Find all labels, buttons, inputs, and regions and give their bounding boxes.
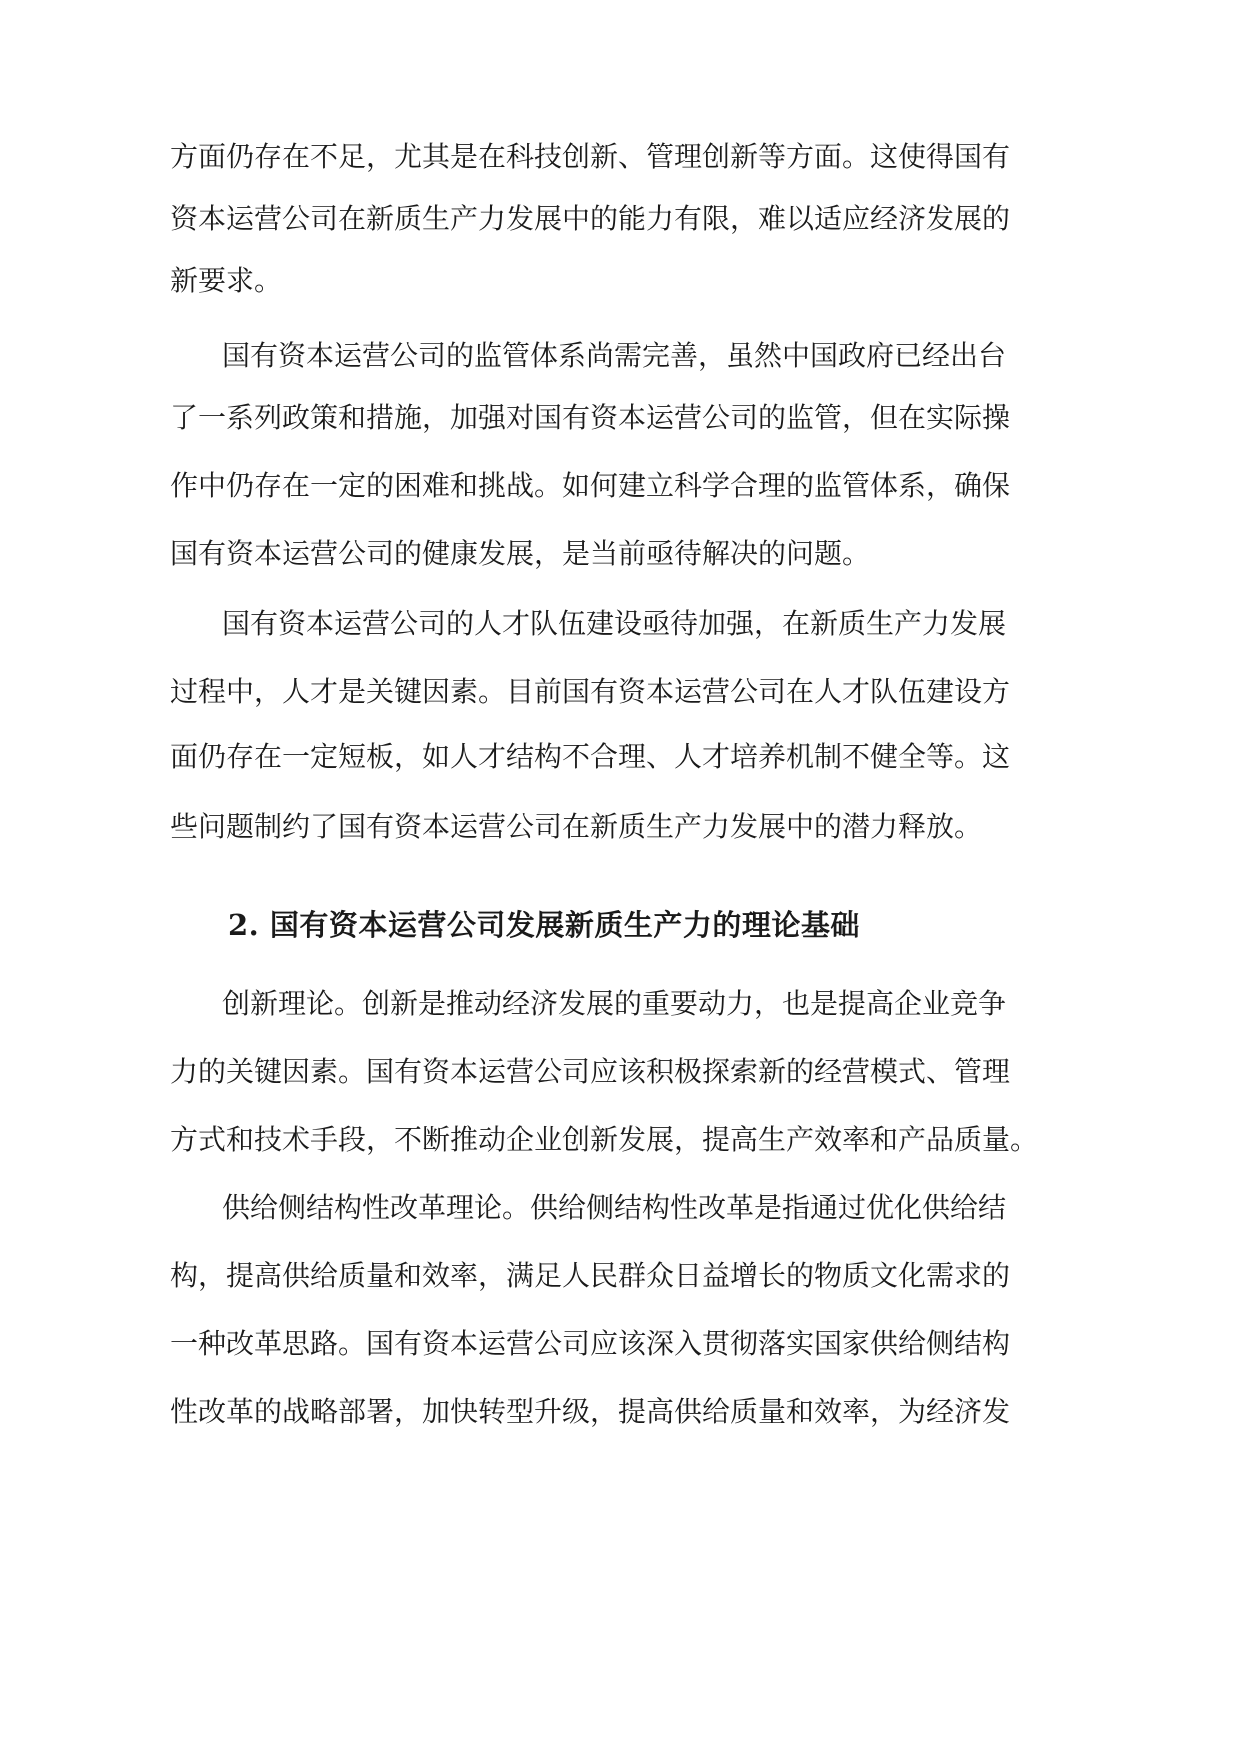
paragraph-line [0, 398, 1241, 438]
text-line: 力的关键因素。国有资本运营公司应该积极探索新的经营模式、管理 [170, 1055, 1011, 1088]
paragraph-line [0, 1256, 1241, 1296]
paragraph-line [0, 261, 1241, 301]
text-line: 作中仍存在一定的困难和挑战。如何建立科学合理的监管体系，确保 [170, 469, 1011, 502]
paragraph-line [0, 199, 1241, 239]
paragraph-line [0, 1120, 1241, 1160]
paragraph-line [0, 672, 1241, 712]
text-line: 一种改革思路。国有资本运营公司应该深入贯彻落实国家供给侧结构 [170, 1327, 1011, 1360]
paragraph-line [0, 737, 1241, 777]
text-line: 面仍存在一定短板，如人才结构不合理、人才培养机制不健全等。这 [170, 740, 1011, 773]
section-heading [0, 905, 1241, 945]
text-line: 构，提高供给质量和效率，满足人民群众日益增长的物质文化需求的 [170, 1259, 1011, 1292]
paragraph-line [0, 466, 1241, 506]
paragraph-line [0, 1052, 1241, 1092]
text-line: 国有资本运营公司的监管体系尚需完善，虽然中国政府已经出台 [222, 339, 1007, 372]
paragraph-line [0, 1188, 1241, 1228]
paragraph-line [0, 604, 1241, 644]
text-line: 性改革的战略部署，加快转型升级，提高供给质量和效率，为经济发 [170, 1395, 1011, 1428]
paragraph-line [0, 807, 1241, 847]
text-line: 创新理论。创新是推动经济发展的重要动力，也是提高企业竞争 [222, 987, 1007, 1020]
text-line: 了一系列政策和措施，加强对国有资本运营公司的监管，但在实际操 [170, 401, 1011, 434]
text-line: 方面仍存在不足，尤其是在科技创新、管理创新等方面。这使得国有 [170, 140, 1011, 173]
text-line: 些问题制约了国有资本运营公司在新质生产力发展中的潜力释放。 [170, 810, 983, 843]
text-line: 国有资本运营公司的人才队伍建设亟待加强，在新质生产力发展 [222, 607, 1007, 640]
paragraph-line [0, 336, 1241, 376]
paragraph-line [0, 984, 1241, 1024]
paragraph-line [0, 1392, 1241, 1432]
text-line: 国有资本运营公司的健康发展，是当前亟待解决的问题。 [170, 537, 871, 570]
text-line: 供给侧结构性改革理论。供给侧结构性改革是指通过优化供给结 [222, 1191, 1007, 1224]
paragraph-line [0, 534, 1241, 574]
paragraph-line [0, 1324, 1241, 1364]
text-line: 资本运营公司在新质生产力发展中的能力有限，难以适应经济发展的 [170, 202, 1011, 235]
paragraph-line [0, 137, 1241, 177]
text-line: 过程中，人才是关键因素。目前国有资本运营公司在人才队伍建设方 [170, 675, 1011, 708]
section-heading-text: 2. 国有资本运营公司发展新质生产力的理论基础 [228, 908, 860, 942]
text-line: 新要求。 [170, 264, 283, 297]
text-line: 方式和技术手段，不断推动企业创新发展，提高生产效率和产品质量。 [170, 1123, 1039, 1156]
